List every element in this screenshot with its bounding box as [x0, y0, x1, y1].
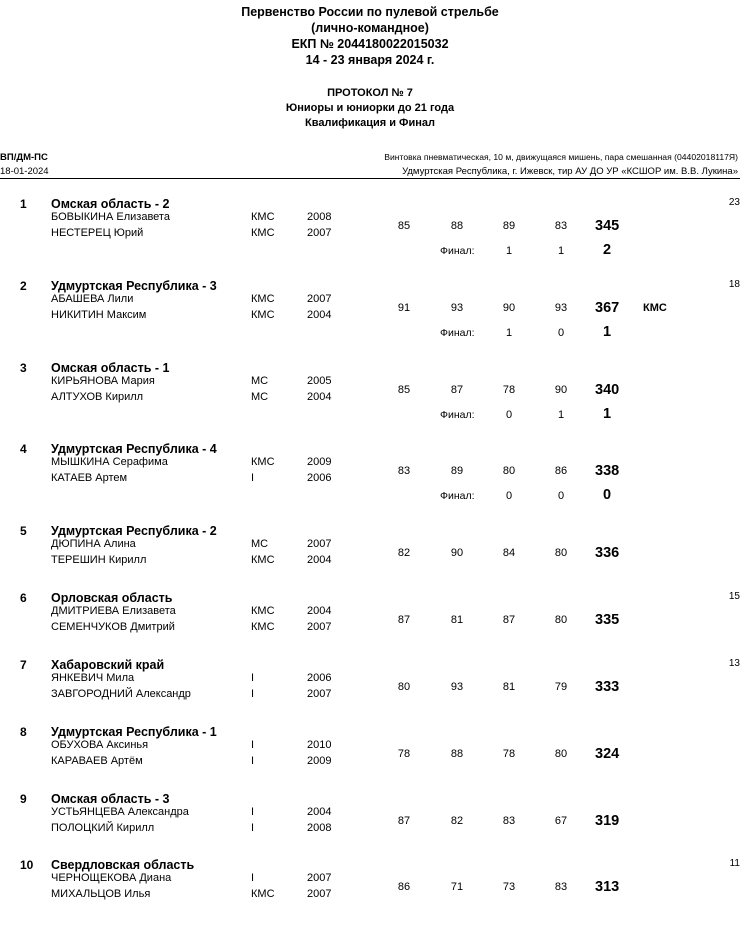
team-name: Омская область - 3	[51, 792, 170, 806]
series-score: 93	[450, 681, 464, 693]
series-score: 89	[450, 465, 464, 477]
total-score: 338	[595, 463, 620, 479]
athlete-name: КАТАЕВ Артем	[51, 472, 128, 484]
doc-subtitle: (лично-командное)	[311, 21, 429, 35]
rank: 6	[20, 591, 27, 605]
final-score-2: 1	[557, 245, 565, 257]
series-score: 87	[397, 815, 411, 827]
total-score: 333	[595, 679, 620, 695]
total-score: 345	[595, 218, 620, 234]
series-score: 73	[502, 881, 516, 893]
athlete-rank-class: I	[251, 822, 255, 834]
final-label: Финал:	[440, 327, 475, 339]
team-name: Удмуртская Республика - 2	[51, 524, 217, 538]
series-score: 90	[502, 302, 516, 314]
rank: 5	[20, 524, 27, 538]
athlete-birth-year: 2008	[307, 211, 332, 223]
athlete-rank-class: I	[251, 755, 255, 767]
series-score: 80	[554, 547, 568, 559]
event-description: Винтовка пневматическая, 10 м, движущаяся мишень, пара смешанная (04402018117Я)	[384, 152, 738, 162]
team-entry	[0, 361, 740, 441]
team-name: Омская область - 1	[51, 361, 170, 375]
athlete-birth-year: 2007	[307, 688, 332, 700]
athlete-name: АБАШЕВА Лили	[51, 293, 134, 305]
athlete-name: МИХАЛЬЦОВ Илья	[51, 888, 151, 900]
team-points: 11	[729, 858, 740, 869]
athlete-birth-year: 2005	[307, 375, 332, 387]
team-entry	[0, 197, 740, 277]
team-points: 15	[728, 591, 740, 602]
team-points: 13	[728, 658, 740, 669]
series-score: 87	[502, 614, 516, 626]
rank: 2	[20, 279, 27, 293]
rank: 10	[20, 858, 34, 872]
final-total: 1	[603, 324, 612, 340]
final-total: 2	[603, 242, 612, 258]
team-name: Свердловская область	[51, 858, 195, 872]
final-score-2: 0	[557, 490, 565, 502]
athlete-name: ДЮПИНА Алина	[51, 538, 136, 550]
athlete-rank-class: I	[251, 688, 255, 700]
team-name: Орловская область	[51, 591, 173, 605]
series-score: 80	[502, 465, 516, 477]
rank: 4	[20, 442, 27, 456]
age-category: Юниоры и юниорки до 21 года	[285, 102, 455, 114]
athlete-name: ПОЛОЦКИЙ Кирилл	[51, 822, 155, 834]
athlete-name: ОБУХОВА Аксинья	[51, 739, 149, 751]
athlete-birth-year: 2007	[307, 872, 332, 884]
total-score: 319	[595, 813, 620, 829]
series-score: 87	[397, 614, 411, 626]
athlete-birth-year: 2009	[307, 755, 332, 767]
athlete-name: АЛТУХОВ Кирилл	[51, 391, 144, 403]
qualification-norm: КМС	[643, 302, 667, 314]
athlete-rank-class: I	[251, 672, 255, 684]
athlete-birth-year: 2004	[307, 309, 332, 321]
series-score: 81	[450, 614, 464, 626]
series-score: 78	[502, 748, 516, 760]
rank: 8	[20, 725, 27, 739]
athlete-name: СЕМЕНЧУКОВ Дмитрий	[51, 621, 175, 633]
series-score: 86	[397, 881, 411, 893]
protocol-title: ПРОТОКОЛ № 7	[327, 87, 413, 99]
athlete-birth-year: 2006	[307, 472, 332, 484]
series-score: 83	[502, 815, 516, 827]
athlete-name: КАРАВАЕВ Артём	[51, 755, 143, 767]
athlete-rank-class: КМС	[251, 554, 275, 566]
athlete-rank-class: I	[251, 806, 255, 818]
athlete-birth-year: 2007	[307, 888, 332, 900]
final-score-2: 0	[557, 327, 565, 339]
series-score: 71	[450, 881, 464, 893]
series-score: 80	[554, 614, 568, 626]
series-score: 90	[554, 384, 568, 396]
ekp-number: ЕКП № 2044180022015032	[291, 37, 449, 51]
athlete-rank-class: КМС	[251, 605, 275, 617]
athlete-name: ЗАВГОРОДНИЙ Александр	[51, 688, 191, 700]
athlete-rank-class: I	[251, 739, 255, 751]
final-label: Финал:	[440, 245, 475, 257]
team-points: 23	[728, 197, 740, 208]
athlete-rank-class: КМС	[251, 309, 275, 321]
athlete-rank-class: КМС	[251, 211, 275, 223]
athlete-rank-class: I	[251, 472, 255, 484]
series-score: 78	[397, 748, 411, 760]
header-divider	[0, 178, 740, 179]
doc-title: Первенство России по пулевой стрельбе	[241, 5, 499, 19]
protocol-date: 18-01-2024	[0, 166, 49, 177]
total-score: 335	[595, 612, 620, 628]
athlete-birth-year: 2007	[307, 227, 332, 239]
athlete-birth-year: 2009	[307, 456, 332, 468]
rank: 7	[20, 658, 27, 672]
series-score: 80	[397, 681, 411, 693]
stage-title: Квалификация и Финал	[305, 117, 435, 129]
final-score-1: 0	[505, 490, 513, 502]
team-entry	[0, 442, 740, 522]
series-score: 91	[397, 302, 411, 314]
series-score: 83	[554, 220, 568, 232]
athlete-name: ЧЕРНОЩЕКОВА Диана	[51, 872, 172, 884]
final-label: Финал:	[440, 409, 475, 421]
athlete-name: БОВЫКИНА Елизавета	[51, 211, 170, 223]
athlete-rank-class: КМС	[251, 293, 275, 305]
athlete-birth-year: 2007	[307, 538, 332, 550]
total-score: 340	[595, 382, 620, 398]
series-score: 83	[554, 881, 568, 893]
final-total: 1	[603, 406, 612, 422]
series-score: 82	[397, 547, 411, 559]
final-score-1: 1	[505, 245, 513, 257]
athlete-rank-class: МС	[251, 375, 269, 387]
team-name: Удмуртская Республика - 3	[51, 279, 217, 293]
event-dates: 14 - 23 января 2024 г.	[305, 53, 435, 67]
athlete-name: МЫШКИНА Серафима	[51, 456, 168, 468]
series-score: 93	[554, 302, 568, 314]
series-score: 88	[450, 220, 464, 232]
team-name: Омская область - 2	[51, 197, 170, 211]
venue: Удмуртская Республика, г. Ижевск, тир АУ ДО УР «КСШОР им. В.В. Лукина»	[402, 166, 738, 177]
series-score: 93	[450, 302, 464, 314]
athlete-birth-year: 2004	[307, 391, 332, 403]
athlete-rank-class: КМС	[251, 621, 275, 633]
series-score: 79	[554, 681, 568, 693]
total-score: 336	[595, 545, 620, 561]
team-name: Удмуртская Республика - 1	[51, 725, 217, 739]
athlete-birth-year: 2007	[307, 621, 332, 633]
series-score: 87	[450, 384, 464, 396]
final-total: 0	[603, 487, 612, 503]
athlete-rank-class: I	[251, 872, 255, 884]
athlete-rank-class: КМС	[251, 227, 275, 239]
series-score: 84	[502, 547, 516, 559]
team-name: Хабаровский край	[51, 658, 165, 672]
athlete-birth-year: 2004	[307, 605, 332, 617]
series-score: 81	[502, 681, 516, 693]
athlete-name: НИКИТИН Максим	[51, 309, 147, 321]
final-score-2: 1	[557, 409, 565, 421]
athlete-name: ЯНКЕВИЧ Мила	[51, 672, 135, 684]
athlete-birth-year: 2006	[307, 672, 332, 684]
series-score: 89	[502, 220, 516, 232]
total-score: 313	[595, 879, 620, 895]
rank: 3	[20, 361, 27, 375]
athlete-birth-year: 2008	[307, 822, 332, 834]
total-score: 367	[595, 300, 620, 316]
series-score: 85	[397, 220, 411, 232]
final-score-1: 0	[505, 409, 513, 421]
athlete-birth-year: 2004	[307, 806, 332, 818]
athlete-birth-year: 2004	[307, 554, 332, 566]
final-score-1: 1	[505, 327, 513, 339]
athlete-birth-year: 2010	[307, 739, 332, 751]
series-score: 82	[450, 815, 464, 827]
series-score: 86	[554, 465, 568, 477]
series-score: 90	[450, 547, 464, 559]
athlete-rank-class: КМС	[251, 888, 275, 900]
athlete-name: УСТЬЯНЦЕВА Александра	[51, 806, 189, 818]
rank: 9	[20, 792, 27, 806]
event-code: ВП/ДМ-ПС	[0, 152, 48, 163]
series-score: 78	[502, 384, 516, 396]
athlete-birth-year: 2007	[307, 293, 332, 305]
team-name: Удмуртская Республика - 4	[51, 442, 217, 456]
series-score: 67	[554, 815, 568, 827]
athlete-rank-class: КМС	[251, 456, 275, 468]
athlete-name: ДМИТРИЕВА Елизавета	[51, 605, 176, 617]
total-score: 324	[595, 746, 620, 762]
athlete-rank-class: МС	[251, 391, 269, 403]
athlete-name: КИРЬЯНОВА Мария	[51, 375, 155, 387]
final-label: Финал:	[440, 490, 475, 502]
team-points: 18	[728, 279, 740, 290]
rank: 1	[20, 197, 27, 211]
series-score: 80	[554, 748, 568, 760]
team-entry	[0, 858, 740, 938]
series-score: 85	[397, 384, 411, 396]
team-entry	[0, 279, 740, 359]
athlete-rank-class: МС	[251, 538, 269, 550]
series-score: 88	[450, 748, 464, 760]
series-score: 83	[397, 465, 411, 477]
athlete-name: ТЕРЕШИН Кирилл	[51, 554, 147, 566]
athlete-name: НЕСТЕРЕЦ Юрий	[51, 227, 144, 239]
